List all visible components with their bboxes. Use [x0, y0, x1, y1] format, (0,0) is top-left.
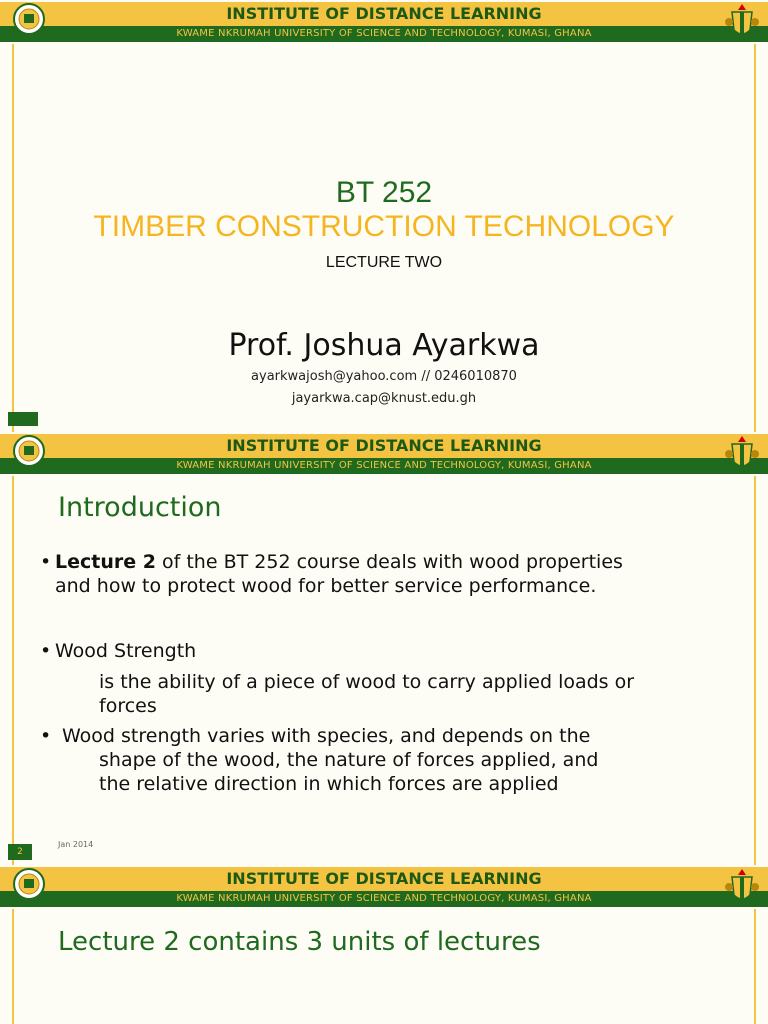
institute-title: INSTITUTE OF DISTANCE LEARNING: [226, 869, 542, 888]
bullet-dot: •: [40, 551, 52, 573]
university-subtitle: KWAME NKRUMAH UNIVERSITY OF SCIENCE AND TECHNOLOGY, KUMASI, GHANA: [176, 28, 592, 39]
institute-title: INSTITUTE OF DISTANCE LEARNING: [226, 436, 542, 455]
contact-email-alt: jayarkwa.cap@knust.edu.gh: [291, 391, 477, 406]
intro-slide: [0, 432, 768, 865]
section-heading: Lecture 2 contains 3 units of lectures: [58, 927, 541, 957]
university-crest-icon: [12, 2, 46, 38]
slide-date: Jan 2014: [58, 840, 94, 849]
university-crest-icon: [12, 867, 46, 903]
bullet-text: Wood Strength: [55, 640, 197, 662]
institute-title: INSTITUTE OF DISTANCE LEARNING: [226, 4, 542, 23]
bullet-text-continued: and how to protect wood for better service performance.: [55, 575, 597, 597]
header-banner: [0, 432, 768, 476]
bullet-lecture-summary: [40, 550, 720, 598]
sub-bullet-definition: [99, 670, 719, 718]
header-banner: [0, 865, 768, 909]
university-subtitle: KWAME NKRUMAH UNIVERSITY OF SCIENCE AND TECHNOLOGY, KUMASI, GHANA: [176, 893, 592, 904]
bullet-text-continued: shape of the wood, the nature of forces applied, and: [99, 749, 599, 771]
ghana-coat-of-arms-icon: [724, 2, 760, 42]
header-banner: [0, 0, 768, 44]
presenter-name: Prof. Joshua Ayarkwa: [228, 328, 540, 363]
slide-tab: [8, 412, 38, 426]
bullet-wood-strength: [40, 639, 720, 663]
ghana-coat-of-arms-icon: [724, 867, 760, 907]
slide-number: 2: [8, 844, 32, 860]
sub-bullet-text-continued: forces: [99, 695, 157, 717]
ghana-coat-of-arms-icon: [724, 434, 760, 474]
bullet-wood-strength-varies: [40, 724, 720, 796]
bullet-text: Wood strength varies with species, and depends on the: [62, 725, 591, 747]
bullet-bold-text: Lecture 2: [55, 551, 156, 573]
bullet-dot: •: [40, 640, 52, 662]
university-subtitle: KWAME NKRUMAH UNIVERSITY OF SCIENCE AND TECHNOLOGY, KUMASI, GHANA: [176, 460, 592, 471]
course-title: TIMBER CONSTRUCTION TECHNOLOGY: [93, 210, 675, 243]
bullet-text: of the BT 252 course deals with wood properties: [155, 551, 623, 573]
sub-bullet-text: is the ability of a piece of wood to carry applied loads or: [99, 671, 635, 693]
university-crest-icon: [12, 434, 46, 470]
bullet-dot: •: [40, 725, 52, 747]
units-slide: [0, 865, 768, 1024]
course-code: BT 252: [335, 176, 433, 209]
section-heading: Introduction: [58, 492, 222, 523]
bullet-text-continued: the relative direction in which forces are applied: [99, 773, 559, 795]
contact-email-phone: ayarkwajosh@yahoo.com // 0246010870: [251, 369, 517, 384]
title-slide: [0, 0, 768, 432]
lecture-label: LECTURE TWO: [325, 254, 443, 271]
